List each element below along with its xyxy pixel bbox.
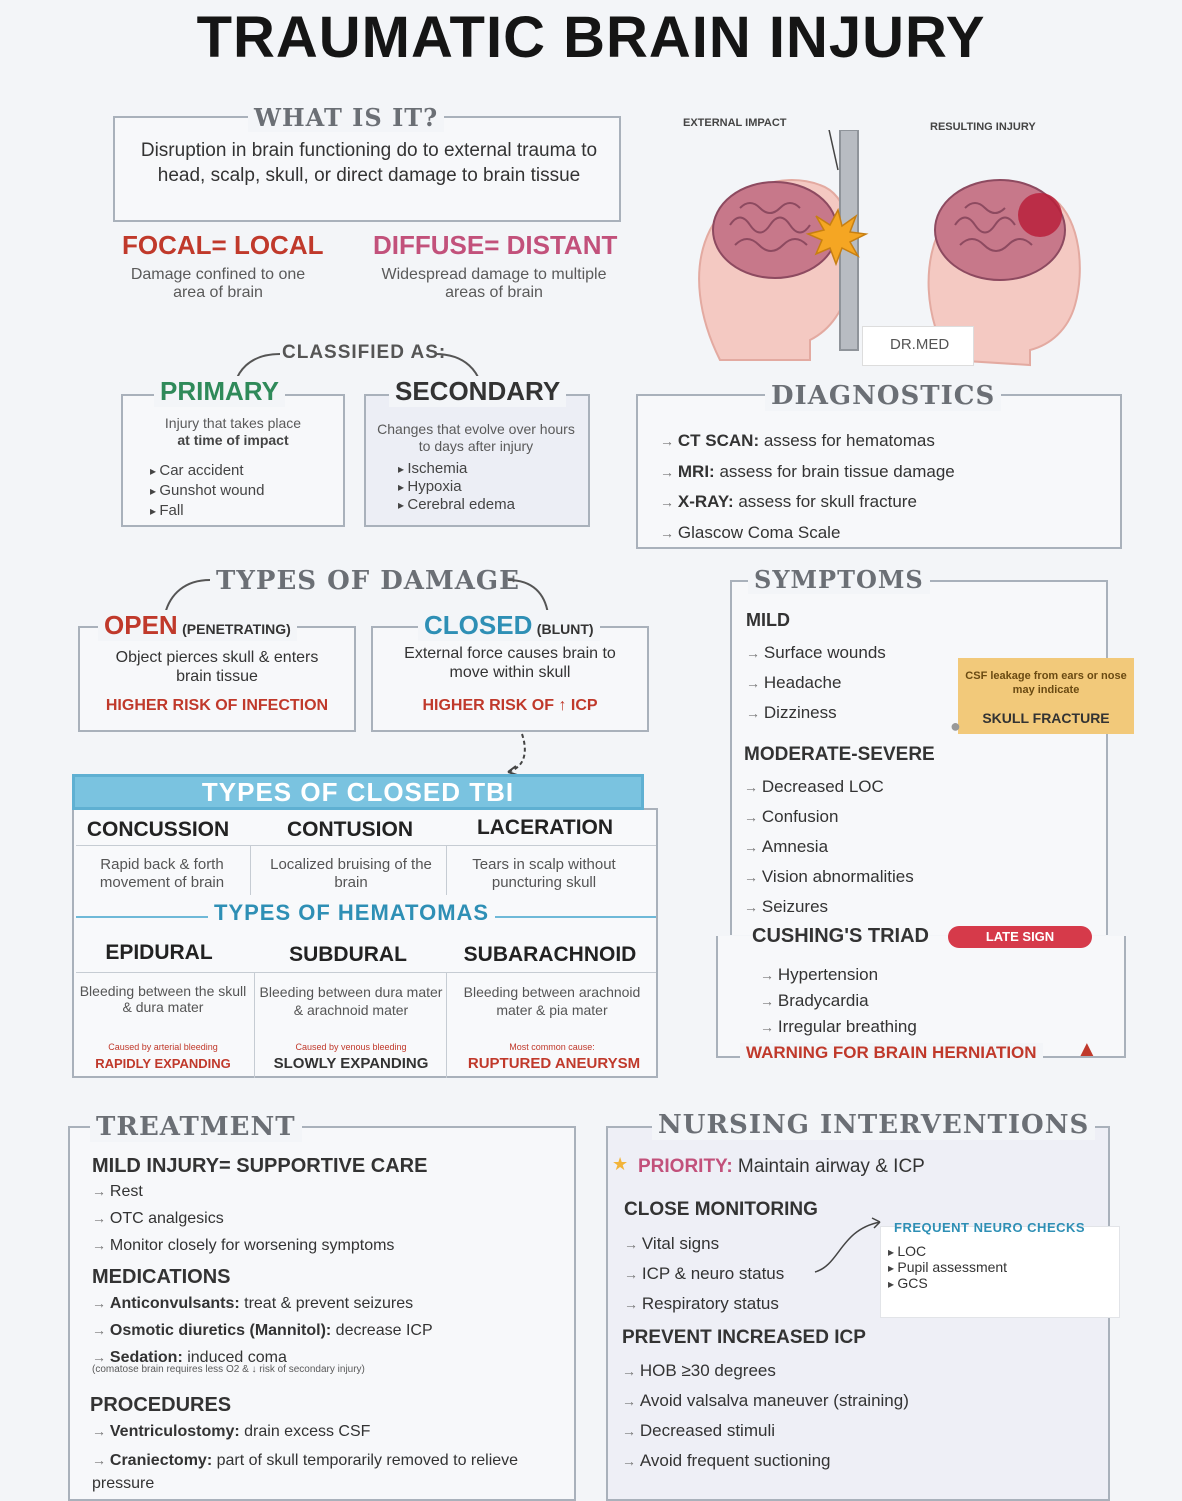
focal-label: FOCAL= LOCAL <box>122 230 324 260</box>
subarachnoid-tag: RUPTURED ANEURYSM <box>467 1055 641 1072</box>
contusion-text: Localized bruising of the brain <box>270 856 432 891</box>
primary-text-2: at time of impact <box>177 432 289 448</box>
treatment-heading: TREATMENT <box>90 1112 302 1142</box>
treatment-meds-list <box>92 1290 433 1371</box>
list-item: → MRI: assess for brain tissue damage <box>660 457 955 488</box>
neuro-checks-list <box>888 1244 1007 1292</box>
list-item: → Irregular breathing <box>760 1014 917 1040</box>
secondary-list <box>398 460 515 514</box>
symptoms-moderate-list <box>744 772 914 922</box>
what-is-it-text: Disruption in brain functioning do to external trauma to head, scalp, skull, or direct damage to brain tissue <box>140 140 598 186</box>
warning-icon: ▲ <box>1076 1036 1098 1061</box>
epidural-heading: EPIDURAL <box>105 941 213 964</box>
page-title: TRAUMATIC BRAIN INJURY <box>196 5 986 70</box>
hematomas-col-divider <box>446 972 447 1078</box>
list-item: → CT SCAN: assess for hematomas <box>660 426 955 457</box>
cushing-label: CUSHING'S TRIAD <box>752 925 929 947</box>
priority-text: Maintain airway & ICP <box>732 1156 925 1177</box>
late-sign-text: LATE SIGN <box>985 929 1055 944</box>
credit-text: DR.MED <box>890 336 950 353</box>
subarachnoid-note: Most common cause: <box>509 1042 595 1052</box>
laceration-text: Tears in scalp without puncturing skull <box>472 856 616 891</box>
closed-sub: (BLUNT) <box>536 621 594 637</box>
list-item: → Avoid valsalva maneuver (straining) <box>622 1386 909 1416</box>
subdural-heading: SUBDURAL <box>289 943 407 966</box>
closed-label-wrap <box>418 610 600 641</box>
resulting-injury-label: RESULTING INJURY <box>930 121 1036 133</box>
list-item: ▸ GCS <box>888 1276 1007 1292</box>
concussion-text: Rapid back & forth movement of brain <box>99 856 225 891</box>
closed-tbi-divider <box>76 845 656 846</box>
treatment-mild-label: MILD INJURY= SUPPORTIVE CARE <box>92 1155 428 1177</box>
laceration-heading: LACERATION <box>476 816 614 839</box>
list-item: ▸ Cerebral edema <box>398 496 515 514</box>
open-risk: HIGHER RISK OF INFECTION <box>105 697 329 714</box>
list-item: → Bradycardia <box>760 988 917 1014</box>
cushing-list <box>760 962 917 1040</box>
what-is-it-heading: WHAT IS IT? <box>248 103 444 132</box>
subarachnoid-heading: SUBARACHNOID <box>463 943 637 966</box>
closed-tbi-banner: TYPES OF CLOSED TBI <box>72 774 644 810</box>
list-item: → Surface wounds <box>746 638 886 668</box>
priority-star-icon: ★ <box>612 1154 629 1174</box>
primary-label: PRIMARY <box>154 376 285 407</box>
prevent-icp-label: PREVENT INCREASED ICP <box>622 1327 866 1348</box>
secondary-label: SECONDARY <box>389 376 566 407</box>
priority-label: PRIORITY: <box>638 1156 733 1177</box>
neuro-checks-arrow <box>810 1210 890 1280</box>
epidural-note: Caused by arterial bleeding <box>108 1042 218 1052</box>
diagnostics-heading: DIAGNOSTICS <box>765 381 1001 411</box>
primary-text-1: Injury that takes place <box>164 415 302 431</box>
diffuse-text: Widespread damage to multiple areas of brain <box>381 266 607 301</box>
secondary-text: Changes that evolve over hours to days after injury <box>377 421 575 454</box>
prevent-icp-list <box>622 1356 909 1476</box>
list-item: → Ventriculostomy: drain excess CSF <box>92 1420 562 1443</box>
closed-label: CLOSED <box>424 610 533 640</box>
epidural-tag: RAPIDLY EXPANDING <box>95 1056 231 1071</box>
epidural-text: Bleeding between the skull & dura mater <box>79 983 247 1015</box>
treatment-procs-label: PROCEDURES <box>90 1394 232 1416</box>
focal-text: Damage confined to one area of brain <box>130 266 306 301</box>
diffuse-label: DIFFUSE= DISTANT <box>373 230 618 260</box>
monitoring-label: CLOSE MONITORING <box>624 1199 818 1220</box>
list-item: → HOB ≥30 degrees <box>622 1356 909 1386</box>
list-item: → Avoid frequent suctioning <box>622 1446 909 1476</box>
symptoms-mild-label: MILD <box>746 610 790 630</box>
list-item: ▸ Gunshot wound <box>150 481 264 501</box>
open-label: OPEN <box>104 610 178 640</box>
list-item: → Rest <box>92 1178 394 1205</box>
closed-text: External force causes brain to move within skull <box>404 645 616 681</box>
symptoms-moderate-label: MODERATE-SEVERE <box>744 744 935 765</box>
treatment-mild-list <box>92 1178 394 1259</box>
neuro-checks-label: FREQUENT NEURO CHECKS <box>894 1220 1086 1235</box>
list-item: → X-RAY: assess for skull fracture <box>660 487 955 518</box>
symptoms-heading: SYMPTOMS <box>748 565 930 594</box>
list-item: → Amnesia <box>744 832 914 862</box>
list-item: ▸ LOC <box>888 1244 1007 1260</box>
subarachnoid-text: Bleeding between arachnoid mater & pia mater <box>463 984 641 1018</box>
list-item: → Vital signs <box>624 1229 784 1259</box>
list-item: ▸ Pupil assessment <box>888 1260 1007 1276</box>
list-item: ▸ Ischemia <box>398 460 515 478</box>
subdural-text: Bleeding between dura mater & arachnoid mater <box>259 984 443 1018</box>
list-item: → Hypertension <box>760 962 917 988</box>
contusion-heading: CONTUSION <box>287 818 413 841</box>
closed-tbi-col-divider <box>446 845 447 895</box>
open-sub: (PENETRATING) <box>182 621 291 637</box>
list-item: → Osmotic diuretics (Mannitol): decrease ICP <box>92 1317 433 1344</box>
list-item: → Craniectomy: part of skull temporarily removed to relieve pressure <box>92 1449 562 1495</box>
external-impact-label: EXTERNAL IMPACT <box>683 117 787 129</box>
hematomas-heading: TYPES OF HEMATOMAS <box>208 900 495 926</box>
open-text: Object pierces skull & enters brain tissue <box>115 649 319 685</box>
open-label-wrap <box>98 610 297 641</box>
list-item: → Glascow Coma Scale <box>660 518 955 549</box>
symptoms-mild-list <box>746 638 886 728</box>
classified-heading: CLASSIFIED AS: <box>282 342 447 363</box>
subdural-tag: SLOWLY EXPANDING <box>273 1055 429 1072</box>
list-item: ▸ Car accident <box>150 461 264 481</box>
list-item: → Dizziness <box>746 698 886 728</box>
primary-list <box>150 461 264 521</box>
hematomas-col-divider <box>254 972 255 1078</box>
list-item: → Respiratory status <box>624 1289 784 1319</box>
list-item: ▸ Hypoxia <box>398 478 515 496</box>
concussion-heading: CONCUSSION <box>86 818 230 841</box>
list-item: → Seizures <box>744 892 914 922</box>
list-item: → Headache <box>746 668 886 698</box>
hematomas-divider <box>76 972 656 973</box>
priority-line <box>638 1156 925 1178</box>
list-item: → Sedation: induced coma <box>92 1344 433 1371</box>
treatment-meds-label: MEDICATIONS <box>92 1266 231 1288</box>
skull-icon: ● <box>950 716 961 736</box>
list-item: → Decreased LOC <box>744 772 914 802</box>
treatment-procs-list <box>92 1420 562 1495</box>
diagnostics-list <box>660 426 955 548</box>
list-item: → Monitor closely for worsening symptoms <box>92 1232 394 1259</box>
list-item: → Anticonvulsants: treat & prevent seizures <box>92 1290 433 1317</box>
types-of-damage-heading: TYPES OF DAMAGE <box>216 566 520 596</box>
monitoring-list <box>624 1229 784 1319</box>
sedation-note: (comatose brain requires less O2 & ↓ risk of secondary injury) <box>92 1364 365 1375</box>
list-item: → Vision abnormalities <box>744 862 914 892</box>
csf-note-text: CSF leakage from ears or nose may indicate <box>965 670 1127 696</box>
herniation-warning: WARNING FOR BRAIN HERNIATION <box>740 1043 1043 1063</box>
list-item: → OTC analgesics <box>92 1205 394 1232</box>
list-item: → Decreased stimuli <box>622 1416 909 1446</box>
closed-risk: HIGHER RISK OF ↑ ICP <box>422 697 598 714</box>
nursing-heading: NURSING INTERVENTIONS <box>652 1110 1095 1140</box>
closed-tbi-col-divider <box>250 845 251 895</box>
list-item: → Confusion <box>744 802 914 832</box>
subdural-note: Caused by venous bleeding <box>295 1042 407 1052</box>
list-item: ▸ Fall <box>150 501 264 521</box>
csf-note-strong: SKULL FRACTURE <box>982 710 1110 726</box>
list-item: → ICP & neuro status <box>624 1259 784 1289</box>
